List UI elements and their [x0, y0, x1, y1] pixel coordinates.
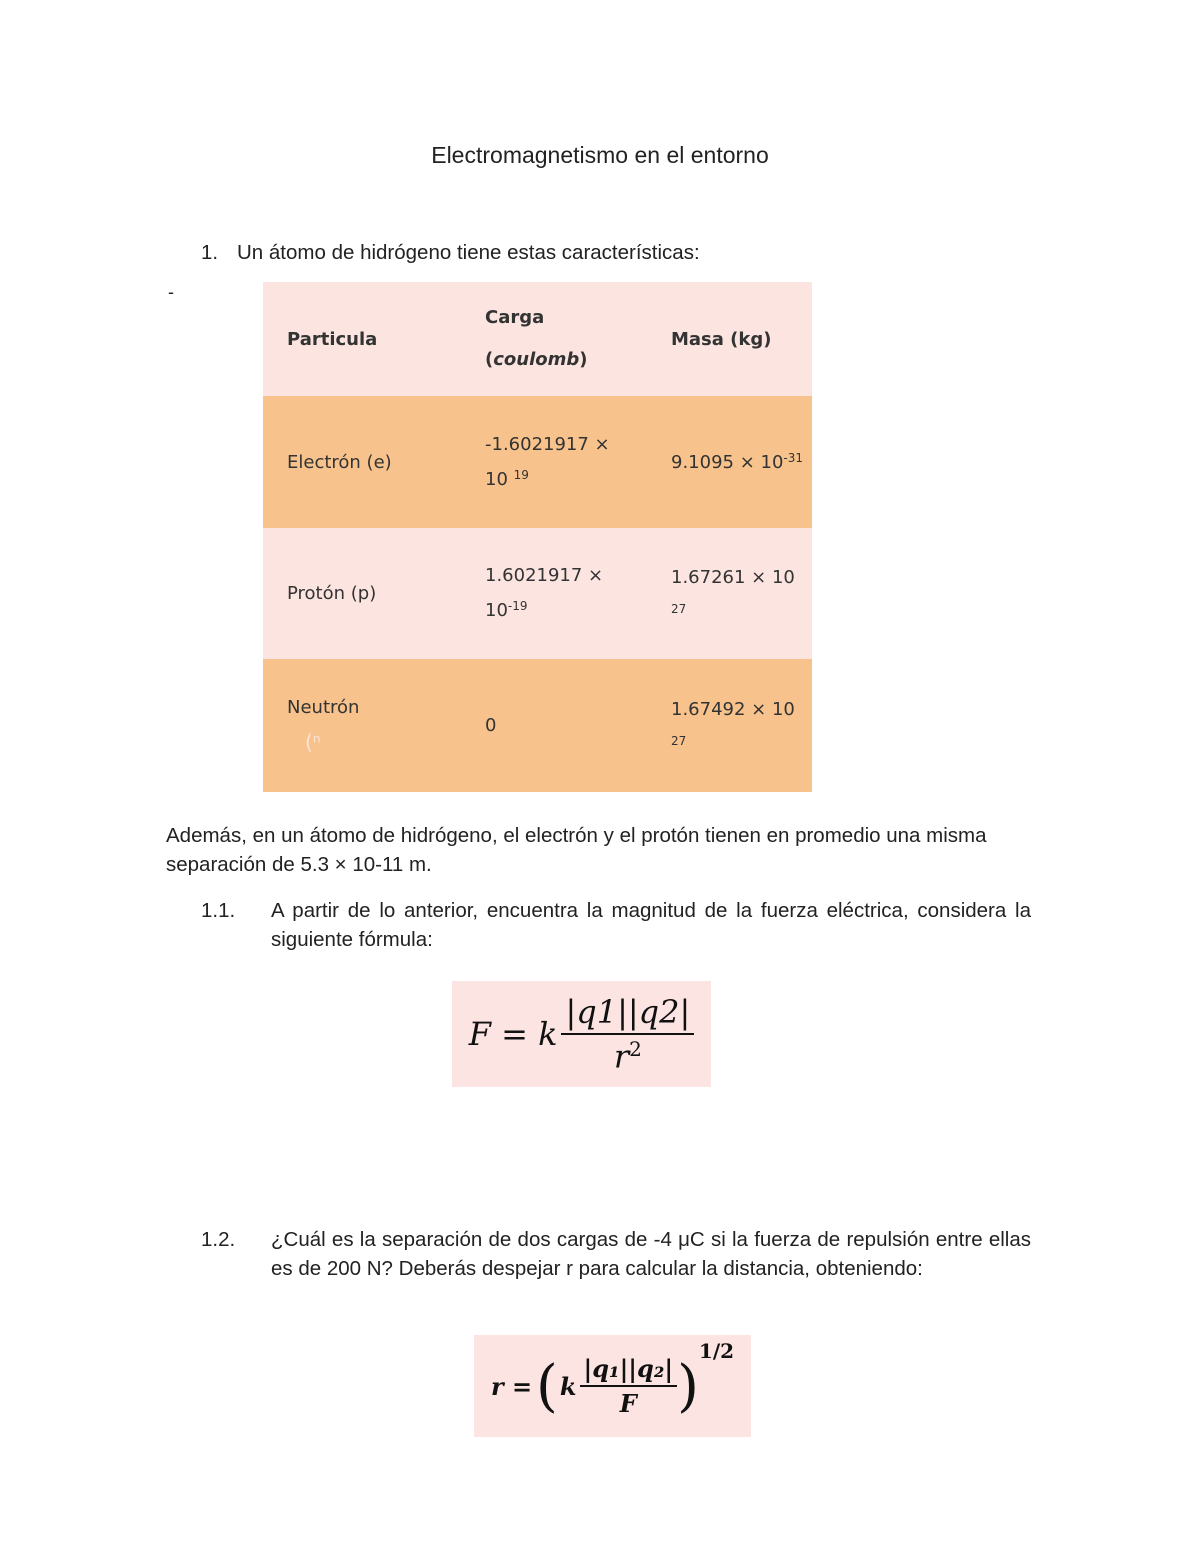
- table-row: [263, 659, 812, 792]
- cell-charge: 1.6021917 × $10^{-19}$: [468, 528, 649, 659]
- list-number: 1.: [201, 241, 219, 264]
- formula-numerator: |q1||q2|: [561, 993, 694, 1035]
- neutron-mark: (ⁿ: [305, 729, 321, 754]
- particle-table: [263, 282, 812, 792]
- list-number: 1.2.: [201, 1228, 236, 1251]
- cell-particle: Electrón (e): [263, 396, 468, 528]
- formula-exponent: 1/2: [698, 1339, 735, 1363]
- cell-mass: 1.67261 × 10 27: [649, 528, 812, 659]
- distance-formula: [474, 1335, 751, 1437]
- formula-open-paren: (: [536, 1353, 558, 1419]
- cell-mass: 1.67492 × 10 27: [649, 659, 812, 792]
- header-particle: Particula: [263, 282, 468, 396]
- list-item-1-2: [201, 1225, 1031, 1283]
- cell-mass: $9.1095 \times 10^{-31}$: [649, 396, 812, 528]
- formula-close-paren: ): [677, 1353, 699, 1419]
- cell-charge: 0: [468, 659, 649, 792]
- header-charge: Carga (coulomb): [468, 282, 649, 396]
- formula-denominator: F: [619, 1389, 637, 1418]
- formula-numerator: |q₁||q₂|: [580, 1354, 678, 1387]
- cell-particle: Protón (p): [263, 528, 468, 659]
- formula-fraction: [580, 1354, 678, 1418]
- formula-lhs: F = k: [468, 1015, 558, 1053]
- list-item-1: [201, 238, 700, 267]
- page-title: Electromagnetismo en el entorno: [431, 142, 769, 168]
- formula-fraction: [561, 993, 694, 1076]
- list-item-1-1: [201, 896, 1031, 954]
- paragraph-separation: Además, en un átomo de hidrógeno, el electrón y el protón tienen en promedio una misma separación de 5.3 × 10-11 m.: [166, 824, 987, 876]
- dash-marker: -: [168, 282, 174, 302]
- list-item-text: A partir de lo anterior, encuentra la magnitud de la fuerza eléctrica, considera la siguiente fórmula:: [271, 899, 1031, 951]
- header-mass: Masa (kg): [649, 282, 812, 396]
- coulomb-formula: [452, 981, 711, 1087]
- table-row: [263, 396, 812, 528]
- cell-particle: Neutrón (ⁿ: [263, 659, 468, 792]
- formula-k: k: [559, 1371, 577, 1401]
- formula-lhs: r =: [490, 1371, 533, 1401]
- list-number: 1.1.: [201, 899, 236, 922]
- list-item-text: Un átomo de hidrógeno tiene estas características:: [237, 241, 700, 264]
- table-row: [263, 528, 812, 659]
- cell-charge: -1.6021917 × 10 $^{19}$: [468, 396, 649, 528]
- formula-denominator: $r^2$: [613, 1036, 642, 1076]
- list-item-text: ¿Cuál es la separación de dos cargas de -4 μC si la fuerza de repulsión entre ellas es de 200 N? Deberás despejar r para calcular la distancia, obteniendo:: [271, 1228, 1031, 1280]
- table-header-row: [263, 282, 812, 396]
